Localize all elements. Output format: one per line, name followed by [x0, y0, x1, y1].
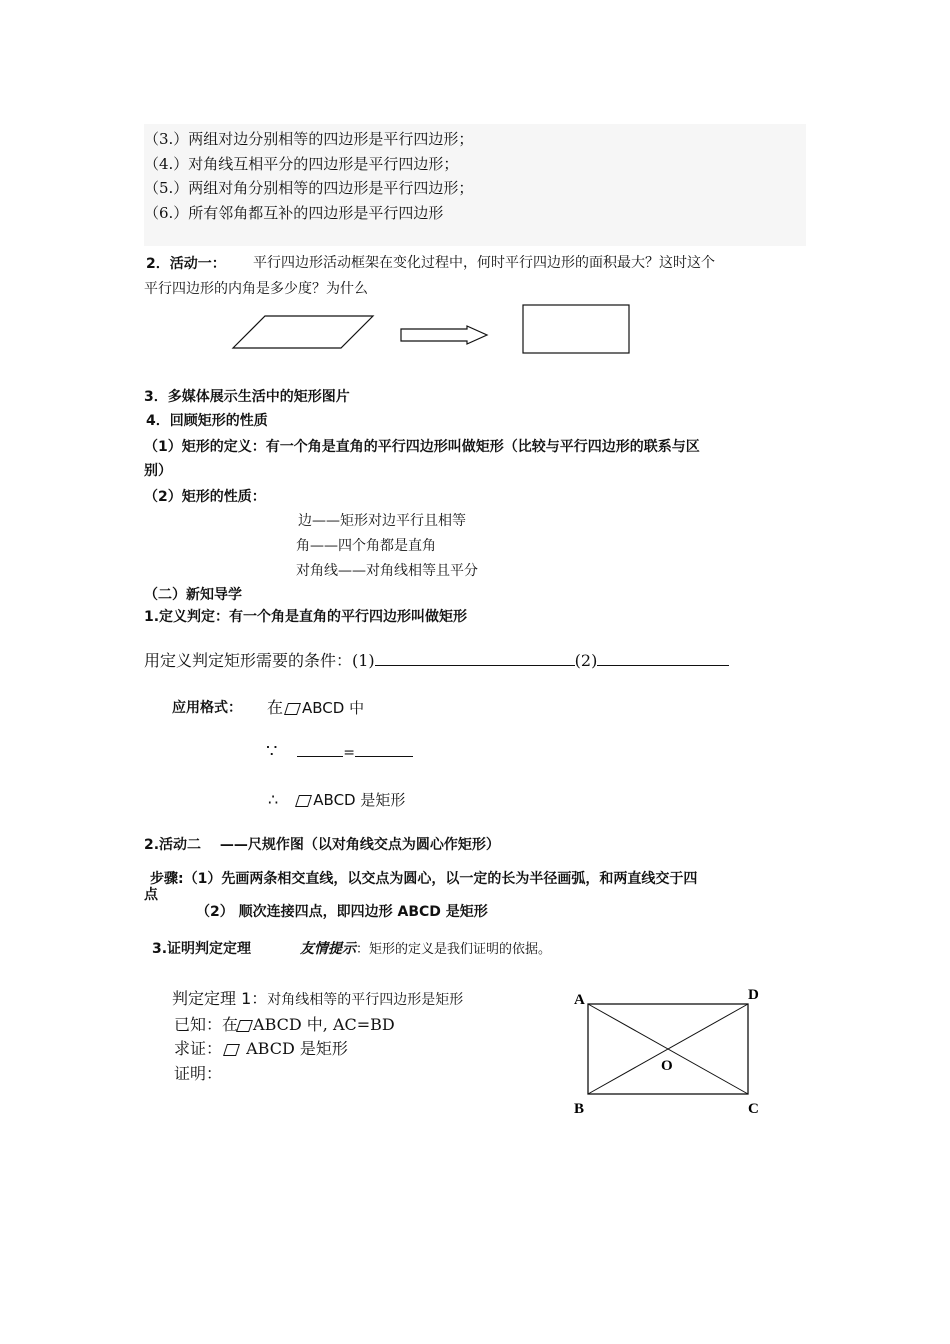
blank-field — [355, 740, 413, 757]
hint-text: ：矩形的定义是我们证明的依据。 — [356, 942, 552, 957]
parallelogram-icon — [223, 1044, 240, 1056]
hint-label: 友情提示 — [300, 941, 356, 957]
format-abcd: ABCD 中 — [302, 699, 365, 717]
list-item: （6.）所有邻角都互补的四边形是平行四边形 — [144, 204, 444, 222]
conditions-line — [144, 648, 729, 671]
parallelogram-icon — [236, 1020, 253, 1032]
equals-sign: = — [343, 745, 355, 761]
rectangle-abcd-figure — [566, 982, 776, 1122]
condition-2-mark: (2) — [574, 651, 598, 670]
rectangle-definition: （1）矩形的定义：有一个角是直角的平行四边形叫做矩形（比较与平行四边形的联系与区 — [144, 439, 700, 455]
rectangle-definition-cont: 别） — [144, 463, 172, 479]
parallelogram-icon — [295, 795, 312, 807]
theorem-text: 对角线相等的平行四边形是矩形 — [267, 992, 464, 1008]
prove-line — [174, 1036, 348, 1059]
conditions-label: 用定义判定矩形需要的条件：(1) — [144, 651, 375, 670]
proof-label: 证明： — [174, 1064, 223, 1083]
given-rest: ABCD 中, AC=BD — [253, 1015, 395, 1034]
given-prefix: 已知：在 — [174, 1015, 239, 1034]
activity1-label: 2．活动一： — [146, 256, 226, 272]
property-item: 角——四个角都是直角 — [296, 538, 436, 554]
format-in-text: 在 — [267, 698, 284, 717]
arrow-icon — [401, 326, 487, 344]
therefore-symbol: ∴ — [268, 790, 279, 809]
blank-field — [597, 649, 729, 666]
vertex-label-c: C — [748, 1101, 759, 1117]
parallelogram-icon — [284, 703, 301, 715]
vertex-label-d: D — [748, 987, 759, 1003]
parallelogram-shape — [233, 316, 373, 348]
prove-rest: ABCD 是矩形 — [241, 1039, 348, 1058]
activity1-text-cont: 平行四边形的内角是多少度？为什么 — [144, 281, 368, 297]
because-line — [266, 740, 413, 762]
activity2-step1: 步骤:（1）先画两条相交直线，以交点为圆心，以一定的长为半径画弧，和两直线交于四 — [150, 871, 698, 887]
section-4-heading: 4．回顾矩形的性质 — [146, 413, 268, 429]
because-symbol: ∵ — [266, 741, 278, 762]
format-label: 应用格式： — [172, 700, 242, 716]
new-section-heading: （二）新知导学 — [144, 587, 242, 603]
center-label-o: O — [661, 1058, 673, 1074]
theorem-line — [172, 986, 463, 1009]
parallelogram-to-rectangle-figure — [225, 298, 645, 360]
blank-field — [375, 649, 575, 666]
format-conclusion: ABCD 是矩形 — [313, 791, 406, 809]
list-item: （3.）两组对边分别相等的四边形是平行四边形； — [144, 130, 474, 148]
theorem-label: 判定定理 1： — [172, 989, 268, 1008]
section-3-heading: 3．多媒体展示生活中的矩形图片 — [144, 389, 350, 405]
vertex-label-b: B — [574, 1101, 585, 1117]
proof-section-title: 3.证明判定定理 — [152, 941, 252, 957]
given-line — [174, 1012, 395, 1035]
activity1-text: 平行四边形活动框架在变化过程中，何时平行四边形的面积最大？这时这个 — [253, 255, 715, 271]
list-item: （4.）对角线互相平分的四边形是平行四边形； — [144, 155, 459, 173]
list-item: （5.）两组对角分别相等的四边形是平行四边形； — [144, 179, 474, 197]
activity2-title: 2.活动二 ——尺规作图（以对角线交点为圆心作矩形） — [144, 837, 500, 853]
activity2-step2: （2） 顺次连接四点，即四边形 ABCD 是矩形 — [196, 904, 488, 920]
property-item: 对角线——对角线相等且平分 — [296, 563, 478, 579]
format-in-line — [267, 695, 364, 718]
rectangle-shape — [523, 305, 629, 353]
hint-line — [300, 938, 551, 958]
property-item: 边——矩形对边平行且相等 — [298, 513, 466, 529]
vertex-label-a: A — [574, 992, 585, 1008]
activity2-step1-cont: 点 — [144, 887, 158, 903]
therefore-line — [268, 789, 405, 810]
blank-field — [297, 740, 343, 757]
definition-judge: 1.定义判定：有一个角是直角的平行四边形叫做矩形 — [144, 609, 468, 625]
prove-prefix: 求证： — [174, 1039, 223, 1058]
properties-label: （2）矩形的性质： — [144, 489, 266, 505]
